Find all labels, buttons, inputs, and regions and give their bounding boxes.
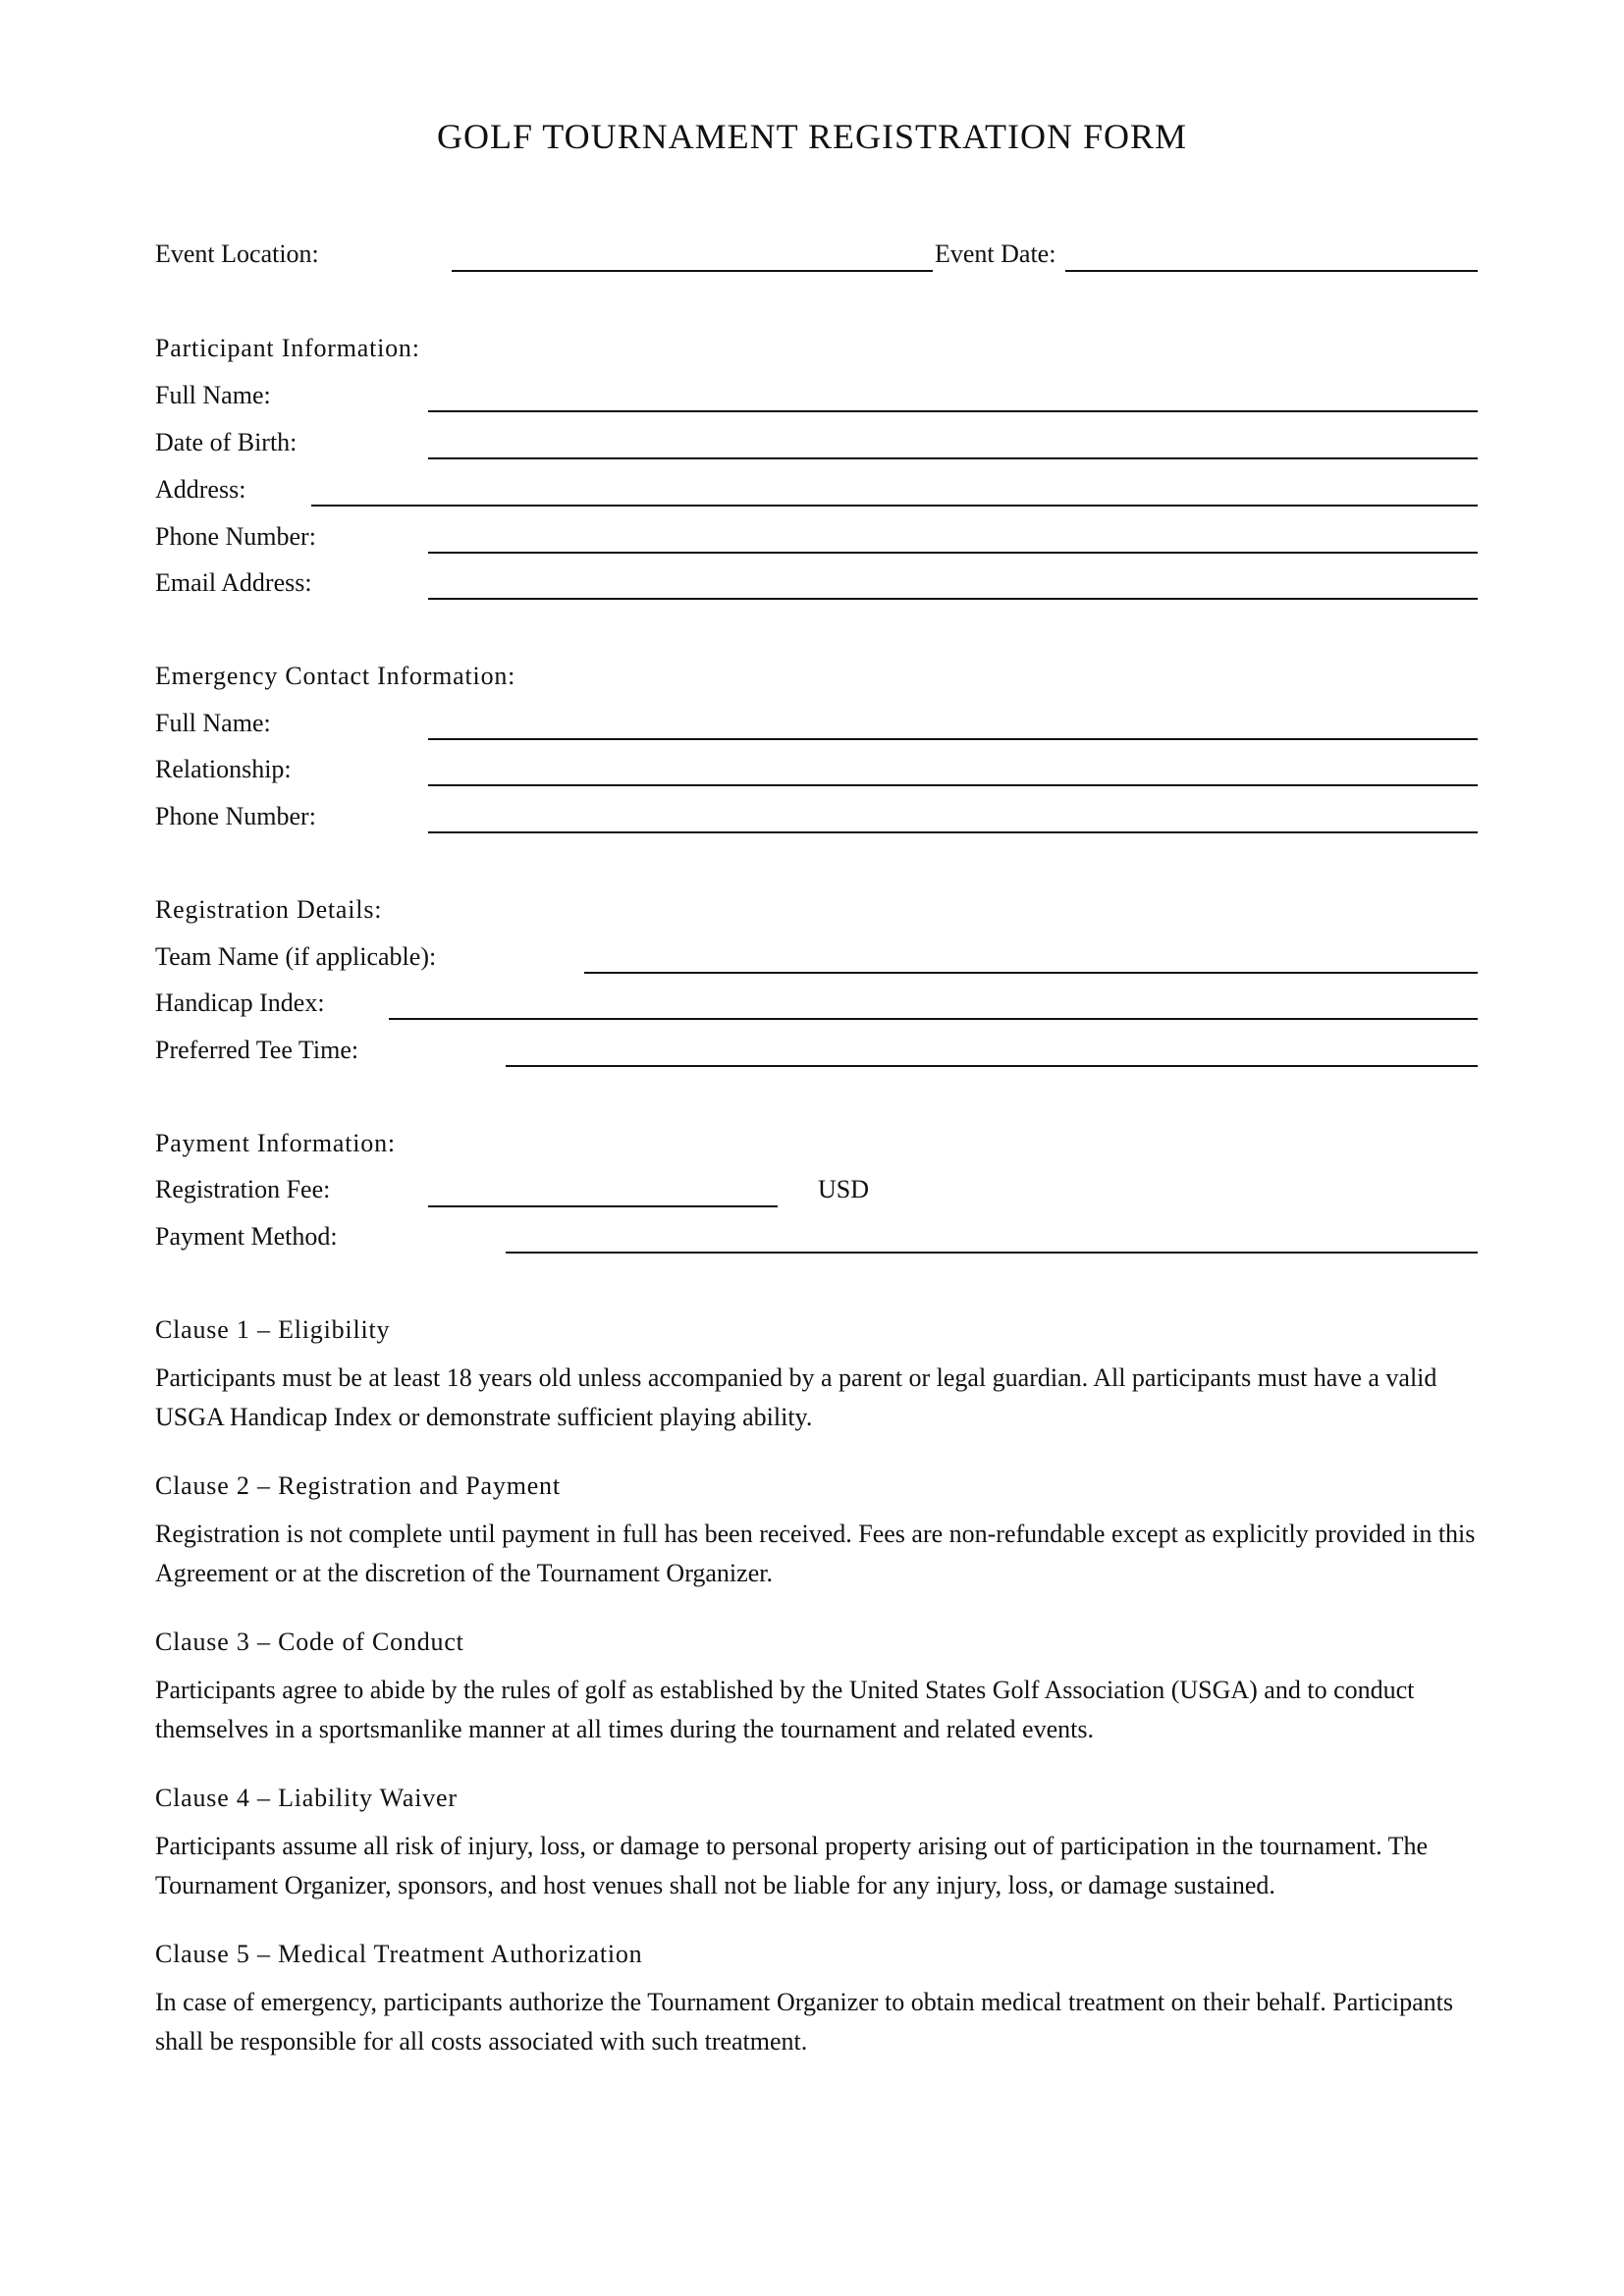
event-location-field[interactable] [452, 270, 933, 272]
emergency-full-name-label: Full Name: [155, 709, 271, 737]
emergency-heading: Emergency Contact Information: [155, 662, 516, 690]
participant-address-label: Address: [155, 475, 246, 504]
handicap-index-field[interactable] [389, 1018, 1478, 1020]
clause-body: In case of emergency, participants authorize the Tournament Organizer to obtain medical treatment on their behalf. Participants shall be responsible for all costs associated with such treatment. [155, 1988, 1454, 2056]
registration-fee-field[interactable] [428, 1205, 778, 1207]
participant-phone-field[interactable] [428, 552, 1478, 554]
event-date-field[interactable] [1065, 270, 1478, 272]
participant-full-name-label: Full Name: [155, 381, 271, 409]
registration-heading: Registration Details: [155, 895, 383, 924]
currency-label: USD [818, 1175, 870, 1203]
team-name-label: Team Name (if applicable): [155, 942, 437, 971]
clause-body: Participants assume all risk of injury, loss, or damage to personal property arising out of participation in the tournament. The Tournament Organizer, sponsors, and host venues shall not be liable for any injury, loss, or damage sustained. [155, 1832, 1429, 1899]
participant-heading: Participant Information: [155, 334, 420, 362]
participant-address-field[interactable] [311, 505, 1478, 507]
tee-time-label: Preferred Tee Time: [155, 1036, 359, 1064]
participant-dob-field[interactable] [428, 457, 1478, 459]
payment-method-label: Payment Method: [155, 1222, 338, 1251]
clause-heading: Clause 3 – Code of Conduct [155, 1628, 464, 1656]
registration-fee-label: Registration Fee: [155, 1175, 331, 1203]
clause-body: Registration is not complete until payment in full has been received. Fees are non-refundable except as explicitly provided in this Agreement or at the discretion of the Tournament Organizer. [155, 1520, 1476, 1587]
participant-dob-label: Date of Birth: [155, 428, 298, 456]
clause-heading: Clause 5 – Medical Treatment Authorization [155, 1940, 643, 1968]
team-name-field[interactable] [584, 972, 1478, 974]
participant-email-field[interactable] [428, 598, 1478, 600]
payment-heading: Payment Information: [155, 1129, 396, 1157]
clause-heading: Clause 2 – Registration and Payment [155, 1471, 561, 1500]
participant-phone-label: Phone Number: [155, 522, 316, 551]
event-date-label: Event Date: [935, 240, 1056, 268]
payment-method-field[interactable] [506, 1252, 1478, 1254]
participant-full-name-field[interactable] [428, 410, 1478, 412]
clause-heading: Clause 4 – Liability Waiver [155, 1784, 458, 1812]
participant-email-label: Email Address: [155, 568, 312, 597]
emergency-phone-label: Phone Number: [155, 802, 316, 830]
emergency-phone-field[interactable] [428, 831, 1478, 833]
tee-time-field[interactable] [506, 1065, 1478, 1067]
clause-body: Participants agree to abide by the rules of golf as established by the United States Golf Association (USGA) and to conduct themselves in a sportsmanlike manner at all times during the tournament and related events. [155, 1676, 1415, 1743]
clause-body: Participants must be at least 18 years old unless accompanied by a parent or legal guardian. All participants must have a valid USGA Handicap Index or demonstrate sufficient playing ability. [155, 1363, 1437, 1431]
handicap-index-label: Handicap Index: [155, 988, 325, 1017]
event-location-label: Event Location: [155, 240, 319, 268]
clause-heading: Clause 1 – Eligibility [155, 1315, 391, 1344]
emergency-full-name-field[interactable] [428, 738, 1478, 740]
page-title: GOLF TOURNAMENT REGISTRATION FORM [436, 117, 1188, 156]
emergency-relationship-label: Relationship: [155, 755, 292, 783]
emergency-relationship-field[interactable] [428, 784, 1478, 786]
